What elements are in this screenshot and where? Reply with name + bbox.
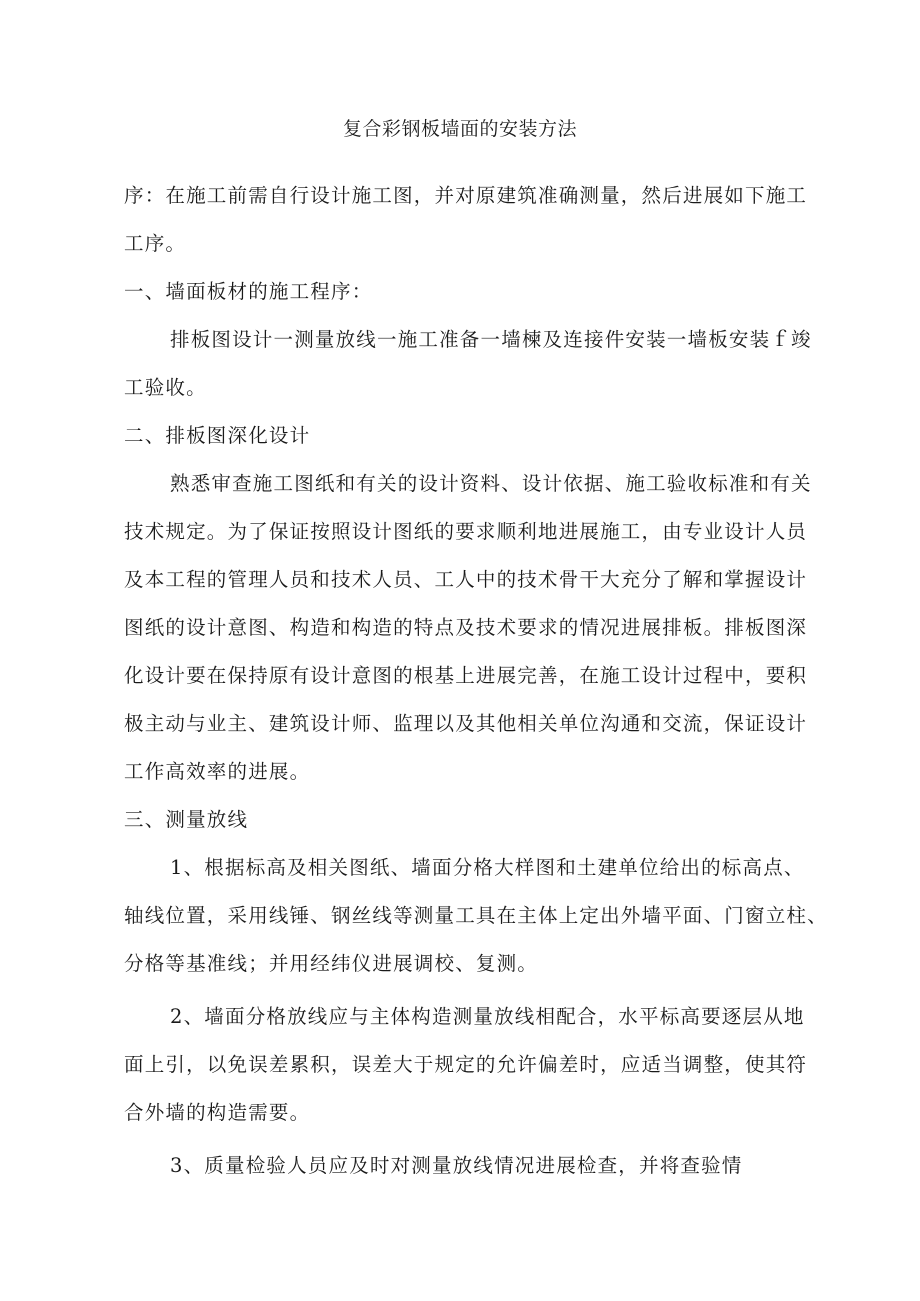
intro-line: 序：在施工前需自行设计施工图，并对原建筑准确测量，然后进展如下施工 <box>124 184 808 207</box>
paragraph-line: 3、质量检验人员应及时对测量放线情况进展检查，并将查验情 <box>170 1154 743 1177</box>
section-heading-construction-procedure: 一、墙面板材的施工程序： <box>124 280 373 303</box>
paragraph-line: 熟悉审查施工图纸和有关的设计资料、设计依据、施工验收标准和有关 <box>170 472 812 495</box>
document-title: 复合彩钢板墙面的安装方法 <box>342 118 577 140</box>
paragraph-line: 合外墙的构造需要。 <box>124 1101 311 1124</box>
paragraph-line: 技术规定。为了保证按照设计图纸的要求顺利地进展施工，由专业设计人员 <box>124 520 808 543</box>
paragraph-line: 轴线位置，采用线锤、钢丝线等测量工具在主体上定出外墙平面、门窗立柱、 <box>124 904 828 927</box>
paragraph-line: 面上引，以免误差累积，误差大于规定的允许偏差时，应适当调整，使其符 <box>124 1053 808 1076</box>
paragraph-line: 排板图设计一测量放线一施工准备一墙楝及连接件安装一墙板安装ｆ竣 <box>170 328 812 351</box>
paragraph-line: 分格等基准线；并用经纬仪进展调校、复测。 <box>124 952 539 975</box>
section-heading-layout-design: 二、排板图深化设计 <box>124 424 311 447</box>
paragraph-line: 2、墙面分格放线应与主体构造测量放线相配合，水平标高要逐层从地 <box>170 1005 805 1028</box>
paragraph-line: 及本工程的管理人员和技术人员、工人中的技术骨干大充分了解和掌握设计 <box>124 568 808 591</box>
paragraph-line: 图纸的设计意图、构造和构造的特点及技术要求的情况进展排板。排板图深 <box>124 616 808 639</box>
paragraph-line: 1、根据标高及相关图纸、墙面分格大样图和土建单位给出的标高点、 <box>170 856 805 879</box>
paragraph-line: 工验收。 <box>124 376 207 399</box>
paragraph-line: 极主动与业主、建筑设计师、监理以及其他相关单位沟通和交流，保证设计 <box>124 712 808 735</box>
paragraph-line: 化设计要在保持原有设计意图的根基上进展完善，在施工设计过程中，要积 <box>124 664 808 687</box>
section-heading-survey-layout: 三、测量放线 <box>124 808 249 831</box>
intro-line: 工序。 <box>124 232 187 255</box>
paragraph-line: 工作高效率的进展。 <box>124 760 311 783</box>
